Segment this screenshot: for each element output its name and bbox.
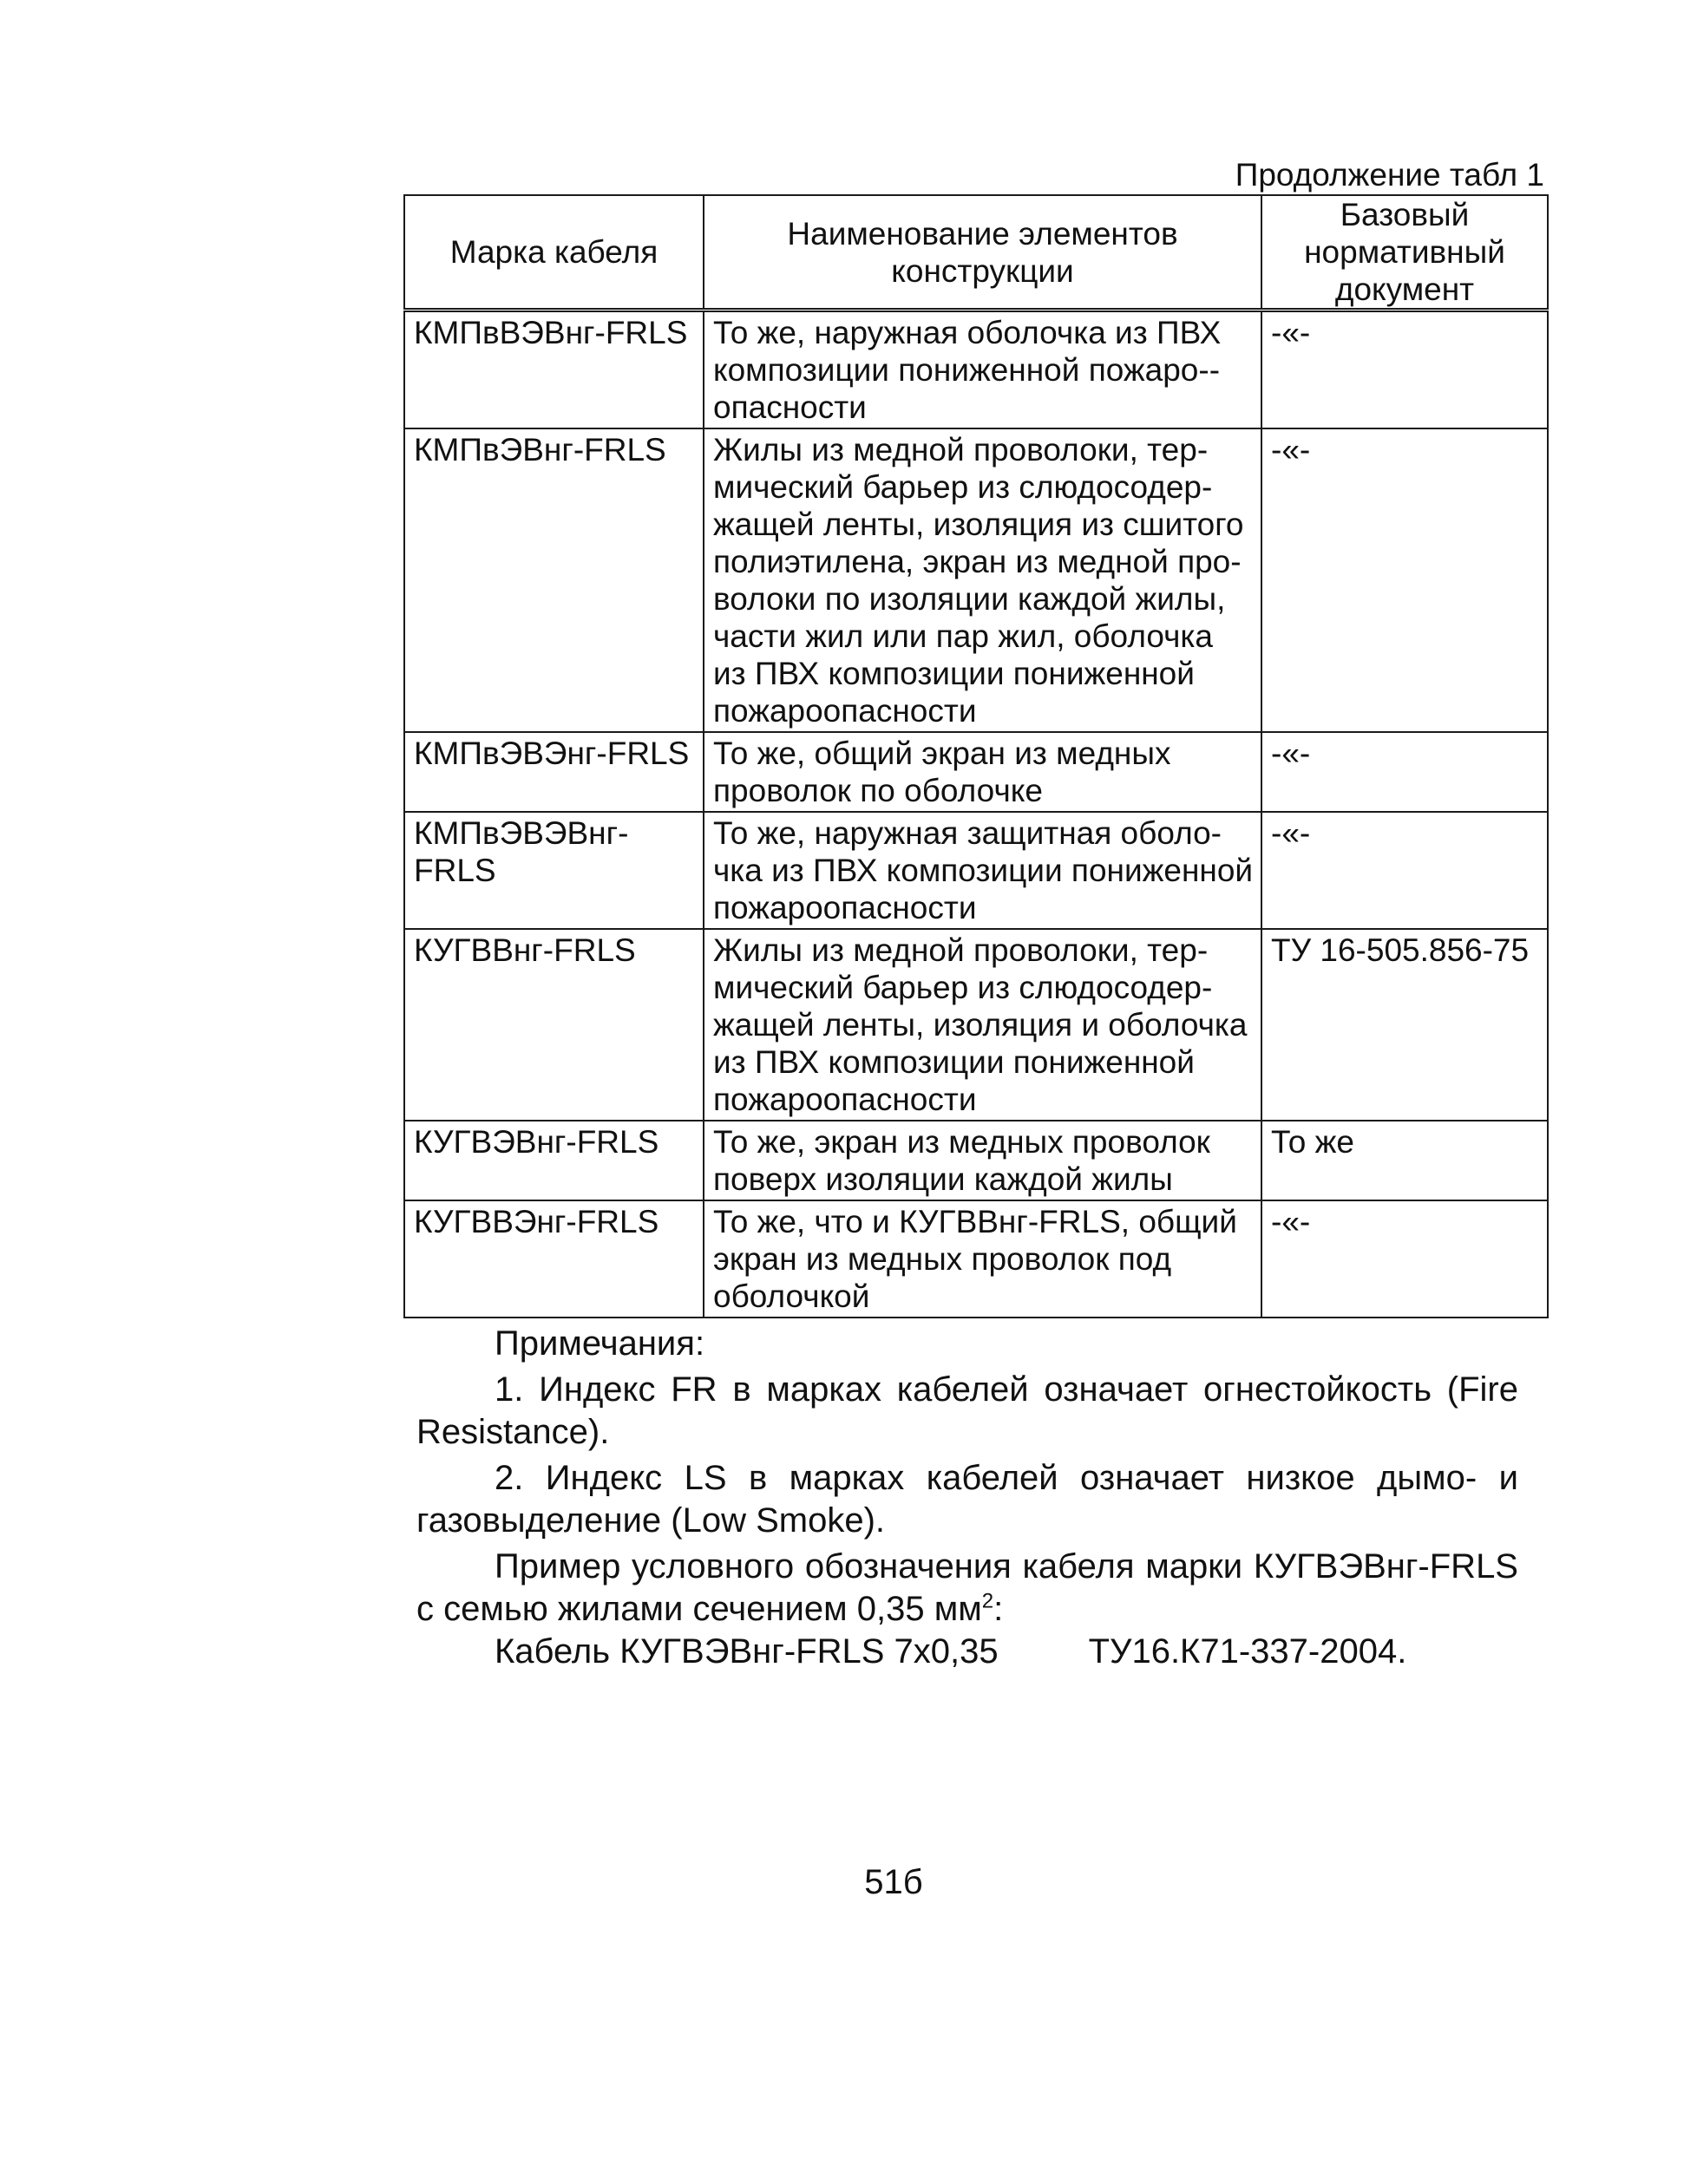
header-document-line: нормативный [1304,234,1505,270]
example-designation-line [416,1631,1518,1673]
example-colon: : [993,1590,1004,1628]
construction-description-cell: То же, наружная оболочка из ПВХ композиции пониженной пожаро-опасности [704,311,1261,429]
header-document-line: Базовый [1340,197,1470,232]
table-row [404,812,1548,929]
construction-description-cell: Жилы из медной проволоки, термический барьер из слюдосодержащей ленты, изоляция и оболочка из ПВХ композиции пониженной пожароопасности [704,929,1261,1121]
construction-description-cell: То же, общий экран из медных проволок по оболочке [704,732,1261,812]
construction-description-cell: Жилы из медной проволоки, термический барьер из слюдосодержащей ленты, изоляция из сшитого полиэтилена, экран из медной проволоки по изоляции каждой жилы, части жил или пар жил, оболочка из ПВХ композиции пониженной пожароопасности [704,428,1261,732]
note-item: 2. Индекс LS в марках кабелей означает низкое дымо- и газовыделение (Low Smoke). [416,1459,1518,1540]
header-document [1261,195,1548,311]
header-document-line: документ [1334,271,1475,307]
table-row [404,1200,1548,1318]
table-row [404,1121,1548,1200]
base-document-cell: -«- [1261,428,1548,732]
cable-mark-cell: КМПвЭВнг-FRLS [404,428,704,732]
construction-description-cell: То же, что и КУГВВнг-FRLS, общий экран из медных проволок под оболочкой [704,1200,1261,1318]
note-item: 1. Индекс FR в марках кабелей означает огнестойкость (Fire Resistance). [416,1370,1518,1451]
base-document-cell: -«- [1261,812,1548,929]
example-text: Пример условного обозначения кабеля марки КУГВЭВнг-FRLS с семью жилами сечением 0,35 мм [416,1547,1518,1628]
table-row [404,311,1548,429]
header-mark: Марка кабеля [404,195,704,311]
table-row [404,428,1548,732]
example-designation: Кабель КУГВЭВнг-FRLS 7x0,35 [495,1632,999,1671]
cable-mark-cell: КУГВВнг-FRLS [404,929,704,1121]
construction-description-cell: То же, экран из медных проволок поверх изоляции каждой жилы [704,1121,1261,1200]
cable-table [403,194,1549,1318]
page-number: 51б [864,1863,923,1901]
table-header-row [404,195,1548,311]
base-document-cell: -«- [1261,1200,1548,1318]
cable-mark-cell: КМПвВЭВнг-FRLS [404,311,704,429]
header-description [704,195,1261,311]
notes-section [416,1323,1518,1673]
square-superscript: 2 [981,1589,994,1613]
base-document-cell: -«- [1261,732,1548,812]
table-continuation-label: Продолжение табл 1 [1235,157,1544,193]
table-row [404,732,1548,812]
construction-description-cell: То же, наружная защитная оболочка из ПВХ композиции пониженной пожароопасности [704,812,1261,929]
cable-mark-cell: КМПвЭВЭВнг-FRLS [404,812,704,929]
example-paragraph [416,1546,1518,1631]
table-row [404,929,1548,1121]
example-standard: ТУ16.К71-337-2004. [1088,1632,1407,1671]
cable-mark-cell: КУГВВЭнг-FRLS [404,1200,704,1318]
cable-mark-cell: КУГВЭВнг-FRLS [404,1121,704,1200]
base-document-cell: -«- [1261,311,1548,429]
header-description-line: Наименование элементов [787,215,1178,252]
cable-mark-cell: КМПвЭВЭнг-FRLS [404,732,704,812]
notes-heading: Примечания: [495,1324,705,1363]
header-description-line: конструкции [891,252,1074,289]
base-document-cell: ТУ 16-505.856-75 [1261,929,1548,1121]
base-document-cell: То же [1261,1121,1548,1200]
